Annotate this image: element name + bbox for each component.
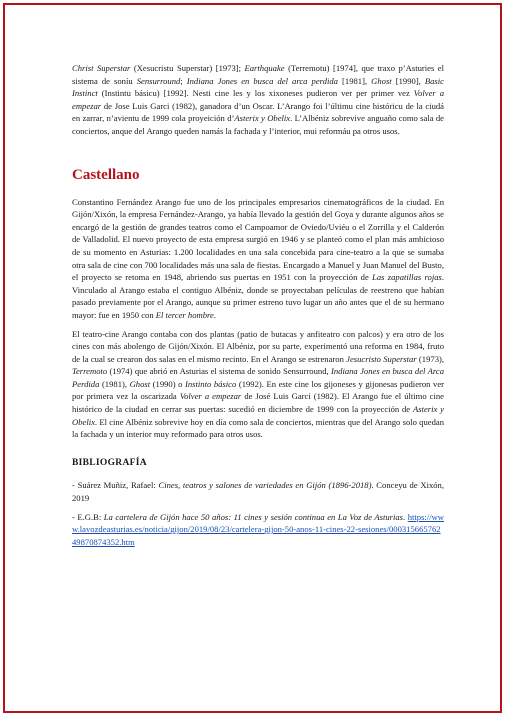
- film-title: Indiana Jones en busca del Arca Perdida: [72, 366, 444, 389]
- article-link[interactable]: https://www.lavozdeasturias.es/noticia/gijon/2019/08/23/cartelera-gijon-50-anos-11-cines-22-sesiones/00031566576249870874352.htm: [72, 511, 444, 547]
- film-title: Christ Superstar: [72, 63, 131, 73]
- film-title: Basic Instinct: [72, 75, 444, 99]
- text-run: de Jose Luis Garci (1982), ganadora d’un Oscar. L’Arango foi l’últimu cine históricu de la ciudá en zarrar, n’avientu de 1999 cola proyeición d’: [72, 100, 444, 124]
- text-run: (1981),: [99, 378, 130, 389]
- text-run: (1990) o: [150, 378, 186, 389]
- film-title: Volver a empezar: [72, 88, 444, 111]
- text-run: Constantino Fernández Arango fue uno de los principales empresarios cinematográficos de la ciudad. En Gijón/Xixón, la empresa Fernández-Arango, ya había llevado la gestión del Goya y durante algunos años se encargó de la gestión de grandes teatros como el Campoamor de Oviedo/Uviéu o el Zorrilla y el Calderón de Valladolid. El nuevo proyecto de esta empresa surgió en 1946 y se planteó como el plan más ambicioso de su momento en Asturias: 1.200 localidades en una sala concebida para cine-teatro a la que se sumaba otra sala de cine con 700 localidades más una sala de fiestas. Encargado a Manuel y Juan Manuel del Busto, el proyecto se retoma en 1948, abriendo sus puertas en 1951 con la proyección de: [72, 196, 444, 283]
- film-title: Asterix y Obelix: [72, 404, 444, 427]
- film-title: Jesucristo Superstar: [346, 353, 417, 364]
- bibliography-entry: [72, 479, 444, 504]
- film-title: Ghost: [371, 75, 392, 86]
- text-run: - E.G.B:: [72, 511, 104, 522]
- film-title: Terremoto: [72, 366, 108, 377]
- text-run: . L’Albéniz sobrevive anguaño como sala de conciertos, anque del Arango queden namás la fachada y l’interior, mui reformáu pa otros usos.: [72, 113, 444, 136]
- text-run: (Xesucristu Superstar) [1973];: [130, 63, 245, 73]
- text-run: (Terremotu) [1974], que traxo p’Asturies el sistema de soníu: [72, 63, 444, 86]
- book-title: Cines, teatros y salones de variedades en Gijón (1896-2018): [158, 480, 372, 491]
- text-run: de José Luis Garci (1982). El Arango fue el último cine histórico de la ciudad en cerrar sus puertas: sucedió en diciembre de 1999 con la proyección de: [72, 391, 444, 415]
- asturian-paragraph-tail: [72, 62, 444, 138]
- film-title: El tercer hombre: [155, 309, 214, 320]
- castellano-paragraph-1: [72, 196, 444, 322]
- text-run: (1973),: [416, 353, 444, 364]
- film-title: Indiana Jones en busca del arca perdida: [186, 75, 338, 86]
- article-title: La cartelera de Gijón hace 50 años: 11 cines y sesión continua en La Voz de Asturias: [103, 511, 404, 522]
- film-title: Ghost: [129, 378, 151, 389]
- section-heading-castellano: Castellano: [72, 166, 140, 183]
- text-run: . El cine Albéniz sobrevive hoy en día como sala de conciertos, mientras que del Arango solo quedan la fachada y un interior muy reformado para otros usos.: [72, 416, 444, 440]
- bibliography-entry: [72, 511, 444, 549]
- film-title: Volver a empezar: [179, 391, 242, 402]
- text-run: .: [403, 511, 408, 522]
- text-run: El teatro-cine Arango contaba con dos plantas (patio de butacas y anfiteatro con palcos) y era otro de los cines con más abolengo de Gijón/Xixón. El Albéniz, por su parte, experimentó una reforma en 1984, fruto de la cual se crearon dos salas en el mismo recinto. En el Arango se estrenaron: [72, 328, 444, 364]
- text-run: (1992). En este cine los gijoneses y gijonesas pudieron ver por primera vez la oscarizada: [72, 378, 444, 402]
- film-title: Las zapatillas rojas: [372, 272, 442, 283]
- text-run: (Instintu básicu) [1992]. Nesti cine les y los xixoneses pudieron ver per primer vez: [97, 88, 414, 99]
- text-run: [1990],: [391, 75, 425, 86]
- text-run: .: [213, 309, 216, 320]
- film-title: Earthquake: [244, 63, 285, 73]
- film-title: Instinto básico: [185, 378, 237, 389]
- film-title: Asterix y Obelix: [234, 113, 291, 124]
- section-heading-bibliografia: BIBLIOGRAFÍA: [72, 457, 147, 468]
- text-run: - Suárez Muñiz, Rafael:: [72, 480, 159, 491]
- text-run: [1981],: [337, 75, 372, 86]
- document-body: [72, 62, 444, 554]
- text-run: ;: [180, 75, 187, 86]
- text-run: (1974) que abrió en Asturias el sistema de sonido Sensurround,: [107, 366, 331, 377]
- text-run: . Vinculado al Arango estaba el contiguo Albéniz, donde se proyectaban películas de reestreno que habían pasado previamente por el Arango, aunque su primer estreno tuvo lugar un año antes que el de su hermano mayor: fue en 1950 con: [72, 272, 445, 320]
- text-run: . Conceyu de Xixón, 2019: [72, 480, 445, 504]
- castellano-paragraph-2: [72, 328, 444, 441]
- sound-system-name: Sensurround: [136, 75, 181, 86]
